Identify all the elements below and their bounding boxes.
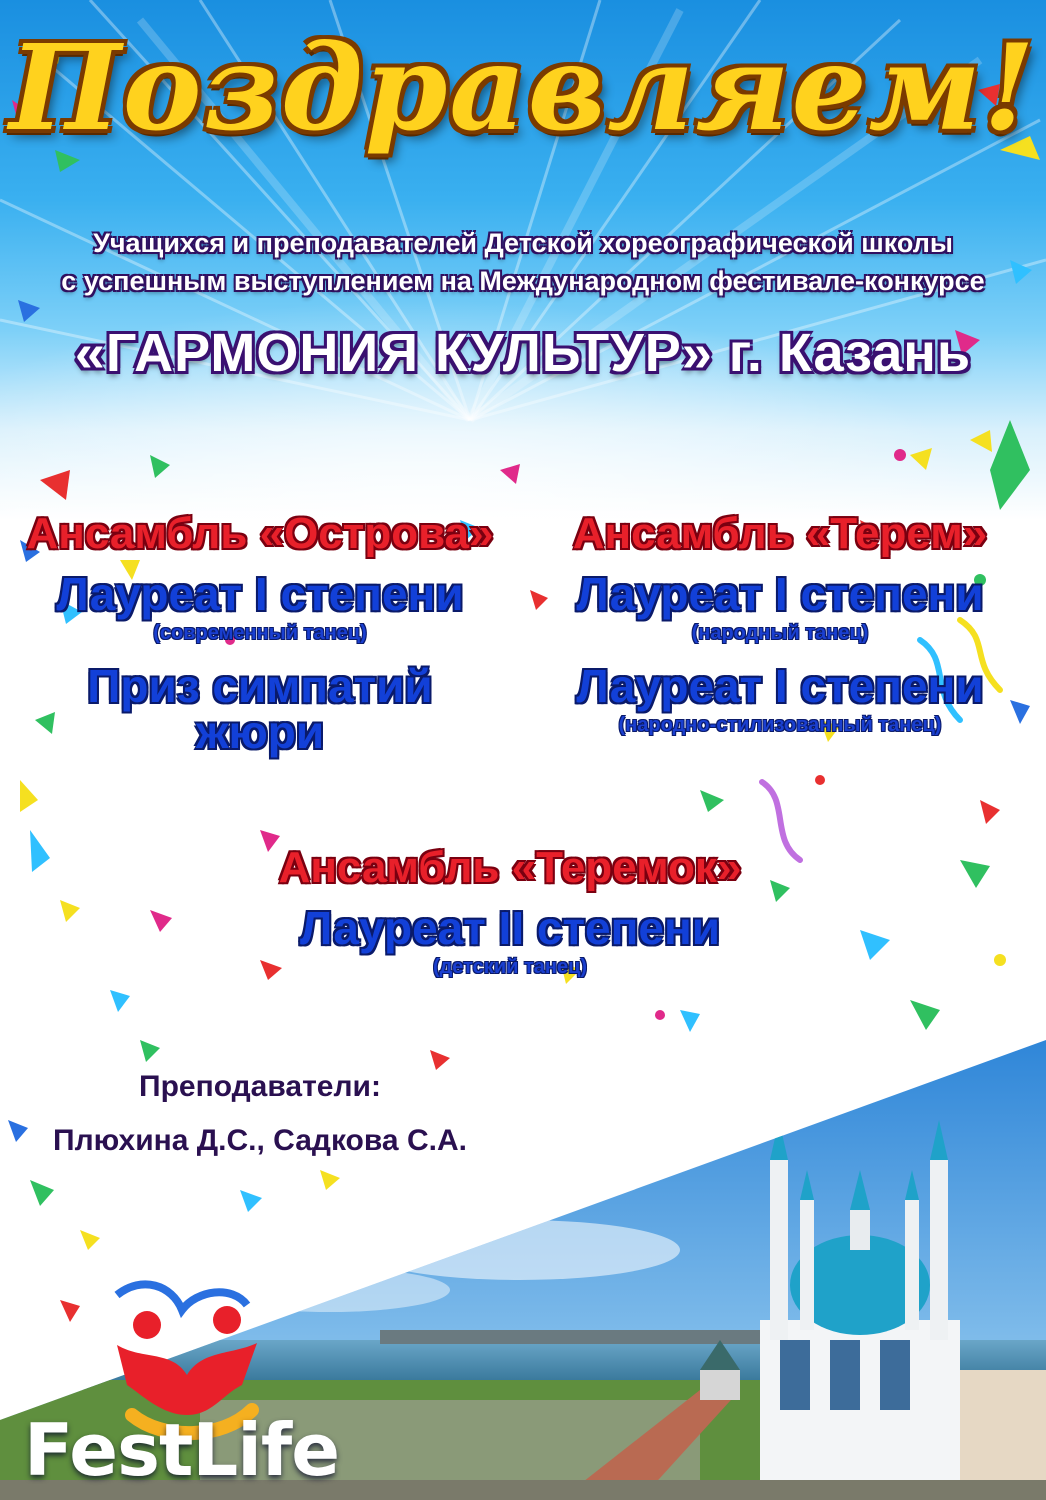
award-category: (народно-стилизованный танец) bbox=[618, 714, 942, 736]
award-category: (детский танец) bbox=[432, 956, 588, 978]
festival-name: «ГАРМОНИЯ КУЛЬТУР» г. Казань bbox=[74, 323, 972, 383]
award-category: (народный танец) bbox=[691, 622, 869, 644]
ensemble-name: Ансамбль «Терем» bbox=[572, 509, 988, 558]
ensemble-ostrova bbox=[0, 508, 520, 758]
ensemble-teremok bbox=[250, 842, 770, 980]
ensemble-name: Ансамбль «Теремок» bbox=[278, 843, 742, 892]
award-title: Лауреат I степени bbox=[576, 660, 984, 712]
award-title: Лауреат I степени bbox=[56, 568, 464, 620]
award-category: (современный танец) bbox=[153, 622, 367, 644]
intro-line-2: с успешным выступлением на Международном фестивале-конкурсе bbox=[61, 266, 985, 296]
page-title: Поздравляем! bbox=[9, 18, 1037, 157]
teachers-names: Плюхина Д.С., Садкова С.А. bbox=[53, 1124, 467, 1157]
teachers-label: Преподаватели: bbox=[139, 1070, 381, 1103]
ensemble-terem bbox=[520, 508, 1040, 738]
award-title: Лауреат I степени bbox=[576, 568, 984, 620]
award-title: Приз симпатий bbox=[87, 660, 433, 712]
intro-line-1: Учащихся и преподавателей Детской хореографической школы bbox=[93, 228, 953, 258]
festlife-logo-text: FestLife bbox=[24, 1408, 340, 1492]
ensemble-name: Ансамбль «Острова» bbox=[26, 509, 494, 558]
award-title: жюри bbox=[195, 706, 325, 758]
award-title: Лауреат II степени bbox=[299, 902, 721, 954]
